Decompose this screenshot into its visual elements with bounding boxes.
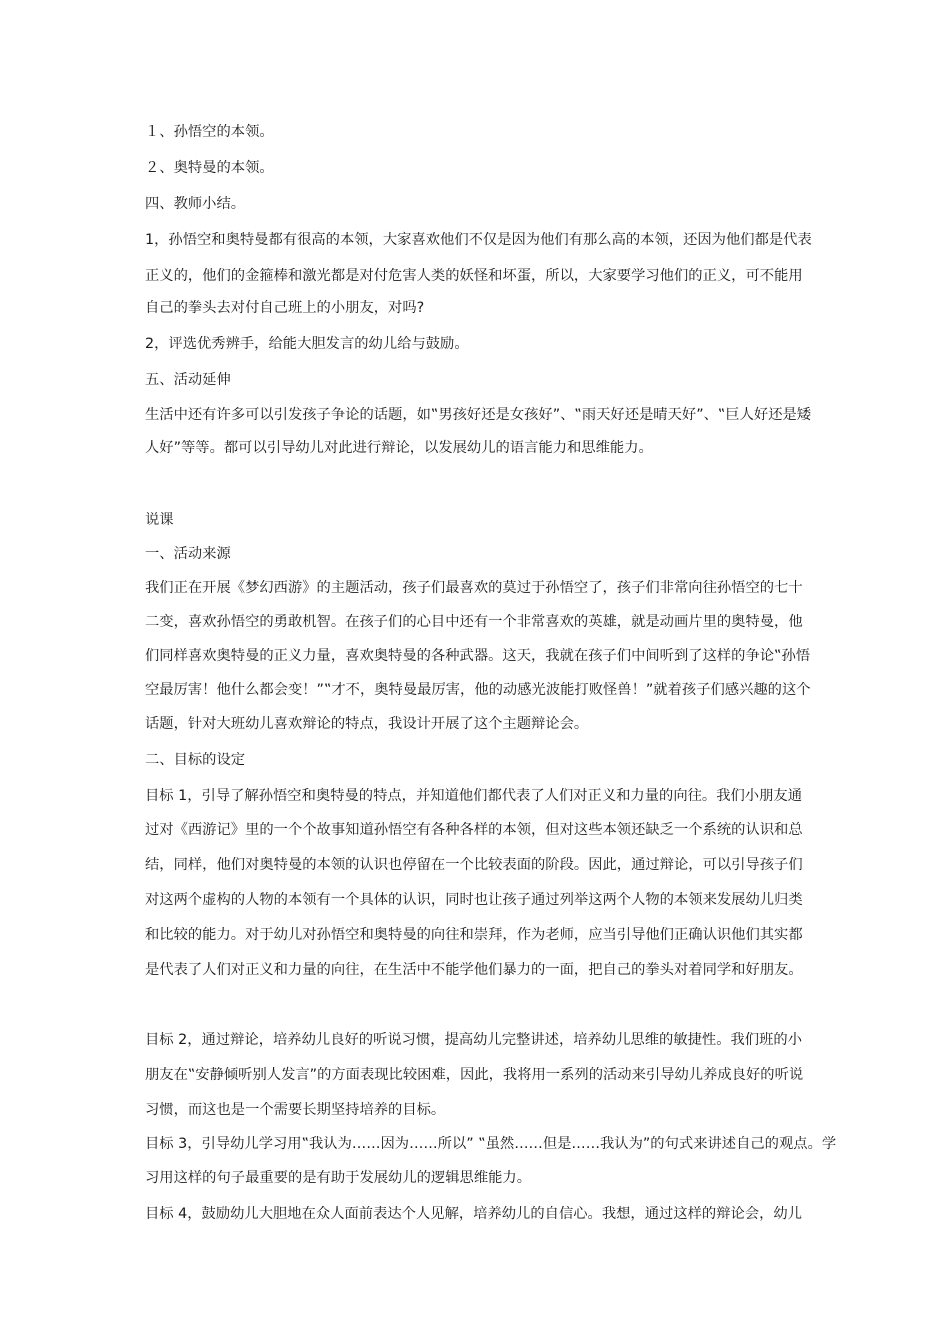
paragraph-line: 习用这样的句子最重要的是有助于发展幼儿的逻辑思维能力。 <box>145 1170 532 1186</box>
section-title-shuoke: 说课 <box>145 512 174 528</box>
paragraph-line: 目标 4，鼓励幼儿大胆地在众人面前表达个人见解，培养幼儿的自信心。我想，通过这样的辩论会，幼儿 <box>145 1206 802 1222</box>
paragraph-line: 是代表了人们对正义和力量的向往，在生活中不能学他们暴力的一面，把自己的拳头对着同学和好朋友。 <box>145 962 803 978</box>
paragraph-line: 话题，针对大班幼儿喜欢辩论的特点，我设计开展了这个主题辩论会。 <box>145 716 589 732</box>
paragraph-line: 习惯，而这也是一个需要长期坚持培养的目标。 <box>145 1102 446 1118</box>
paragraph-line: 结，同样，他们对奥特曼的本领的认识也停留在一个比较表面的阶段。因此，通过辩论，可以引导孩子们 <box>145 857 803 873</box>
list-item-ultraman-skills: ２、奥特曼的本领。 <box>145 160 274 176</box>
paragraph-line: 目标 1，引导了解孙悟空和奥特曼的特点，并知道他们都代表了人们对正义和力量的向往。我们小朋友通 <box>145 788 802 804</box>
paragraph-line: 1，孙悟空和奥特曼都有很高的本领，大家喜欢他们不仅是因为他们有那么高的本领，还因为他们都是代表 <box>145 232 812 248</box>
section-heading-goal-setting: 二、目标的设定 <box>145 752 246 768</box>
paragraph-line: 生活中还有许多可以引发孩子争论的话题，如‟男孩好还是女孩好”、‟雨天好还是晴天好”、‟巨人好还是矮 <box>145 407 812 423</box>
paragraph-line: 2，评选优秀辨手，给能大胆发言的幼儿给与鼓励。 <box>145 336 469 352</box>
section-heading-teacher-summary: 四、教师小结。 <box>145 196 246 212</box>
paragraph-line: 二变，喜欢孙悟空的勇敢机智。在孩子们的心目中还有一个非常喜欢的英雄，就是动画片里的奥特曼，他 <box>145 614 803 630</box>
paragraph-line: 目标 3，引导幼儿学习用‟我认为……因为……所以” ‟虽然……但是……我认为”的句式来讲述自己的观点。学 <box>145 1136 837 1152</box>
paragraph-line: 们同样喜欢奥特曼的正义力量，喜欢奥特曼的各种武器。这天，我就在孩子们中间听到了这样的争论‟孙悟 <box>145 648 811 664</box>
paragraph-line: 对这两个虚构的人物的本领有一个具体的认识，同时也让孩子通过列举这两个人物的本领来发展幼儿归类 <box>145 892 803 908</box>
paragraph-line: 自己的拳头去对付自己班上的小朋友，对吗? <box>145 300 425 316</box>
paragraph-line: 正义的，他们的金箍棒和激光都是对付危害人类的妖怪和坏蛋，所以，大家要学习他们的正义，可不能用 <box>145 268 803 284</box>
paragraph-line: 人好”等等。都可以引导幼儿对此进行辩论，以发展幼儿的语言能力和思维能力。 <box>145 440 653 456</box>
paragraph-line: 目标 2，通过辩论，培养幼儿良好的听说习惯，提高幼儿完整讲述，培养幼儿思维的敏捷性。我们班的小 <box>145 1032 802 1048</box>
paragraph-line: 我们正在开展《梦幻西游》的主题活动，孩子们最喜欢的莫过于孙悟空了，孩子们非常向往孙悟空的七十 <box>145 580 803 596</box>
paragraph-line: 空最厉害！他什么都会变！”‟才不，奥特曼最厉害，他的动感光波能打败怪兽！”就着孩子们感兴趣的这个 <box>145 682 811 698</box>
paragraph-line: 过对《西游记》里的一个个故事知道孙悟空有各种各样的本领，但对这些本领还缺乏一个系统的认识和总 <box>145 822 803 838</box>
paragraph-line: 朋友在‟安静倾听别人发言”的方面表现比较困难，因此，我将用一系列的活动来引导幼儿养成良好的听说 <box>145 1067 804 1083</box>
paragraph-line: 和比较的能力。对于幼儿对孙悟空和奥特曼的向往和崇拜，作为老师，应当引导他们正确认识他们其实都 <box>145 927 803 943</box>
section-heading-activity-extension: 五、活动延伸 <box>145 372 231 388</box>
section-heading-activity-source: 一、活动来源 <box>145 546 231 562</box>
list-item-sunwukong-skills: １、孙悟空的本领。 <box>145 124 274 140</box>
